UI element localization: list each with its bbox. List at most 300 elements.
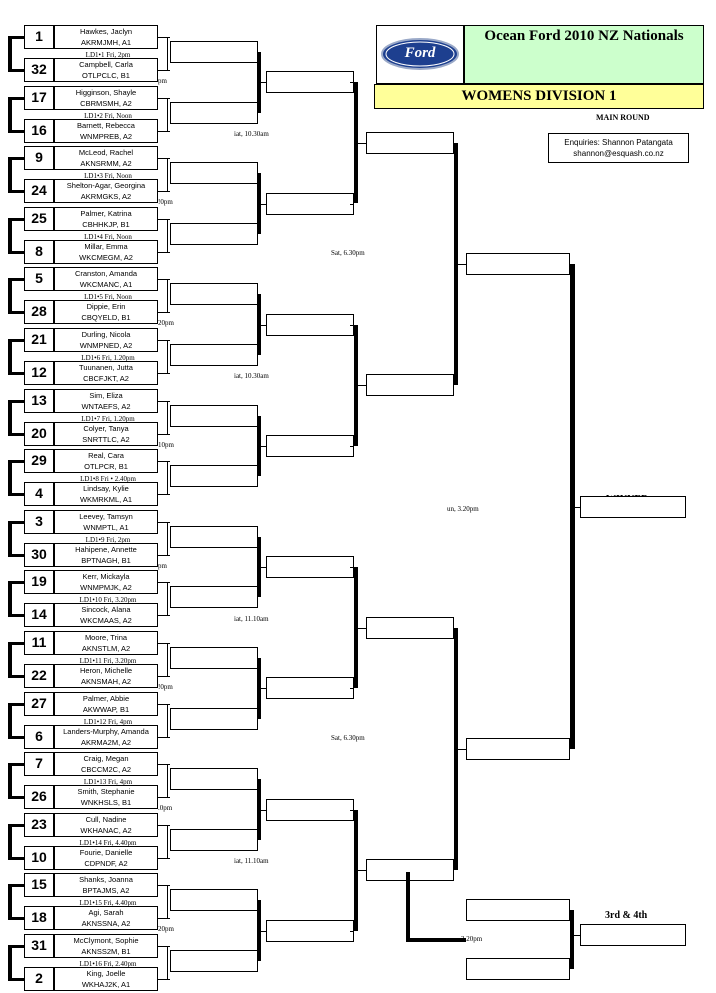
bracket-connector	[8, 433, 24, 436]
bracket-connector	[8, 278, 12, 313]
round-time-label: 10pm	[158, 440, 174, 449]
player-name: Heron, Michelle	[79, 666, 133, 675]
seed-number: 31	[24, 934, 54, 958]
player-name: Durling, Nicola	[81, 330, 131, 339]
bracket-connector	[261, 567, 266, 568]
round-time-label: iat, 10.30am	[234, 372, 269, 381]
result-box[interactable]	[466, 958, 570, 980]
bracket-connector	[261, 810, 266, 811]
match-label: LD1•14 Fri, 4.40pm	[79, 838, 137, 847]
bracket-connector	[358, 385, 366, 386]
player-name: Hawkes, Jaclyn	[79, 27, 133, 36]
bracket-connector	[158, 461, 170, 462]
seed-number: 8	[24, 240, 54, 264]
bracket-connector	[8, 917, 24, 920]
result-box[interactable]	[170, 162, 258, 184]
bracket-connector	[350, 567, 354, 568]
seed-number: 15	[24, 873, 54, 897]
player-club-grade: WNMPMJK, A2	[80, 583, 132, 593]
bracket-connector	[8, 703, 24, 706]
player-entry[interactable]	[54, 934, 158, 958]
bracket-connector	[8, 339, 24, 342]
bracket-connector	[158, 522, 170, 523]
result-box[interactable]	[170, 647, 258, 669]
player-entry[interactable]	[54, 389, 158, 413]
bracket-connector	[8, 251, 24, 254]
seed-number: 2	[24, 967, 54, 991]
bracket-connector	[8, 824, 12, 859]
bracket-connector	[158, 643, 170, 644]
player-name: Higginson, Shayle	[75, 87, 137, 97]
bracket-connector	[261, 204, 266, 205]
bracket-connector	[158, 252, 170, 253]
player-entry[interactable]	[54, 422, 158, 446]
bracket-connector	[350, 82, 354, 83]
bracket-connector	[158, 885, 170, 886]
bracket-connector	[8, 36, 12, 71]
player-name: Sincock, Alana	[81, 605, 131, 615]
player-club-grade: CBQYELD, B1	[81, 313, 131, 323]
bracket-connector	[8, 521, 12, 556]
bracket-connector	[8, 614, 24, 617]
bracket-connector	[350, 931, 354, 932]
bracket-connector	[8, 69, 24, 72]
player-name: Leevey, Tamsyn	[79, 511, 133, 521]
player-entry[interactable]	[54, 146, 158, 170]
player-name: Agi, Sarah	[88, 908, 124, 918]
player-entry[interactable]	[54, 967, 158, 991]
player-entry[interactable]	[54, 813, 158, 837]
player-entry[interactable]	[54, 86, 158, 110]
player-entry[interactable]	[54, 449, 158, 473]
division-title: WOMENS DIVISION 1	[461, 88, 617, 104]
player-entry[interactable]	[54, 846, 158, 870]
player-entry[interactable]	[54, 692, 158, 716]
player-club-grade: WNKHSLS, B1	[80, 798, 132, 808]
seed-number: 30	[24, 543, 54, 567]
third-place-box[interactable]	[580, 924, 686, 946]
bracket-connector	[158, 615, 170, 616]
event-title: Ocean Ford 2010 NZ Nationals	[484, 28, 684, 44]
player-name: Landers-Murphy, Amanda	[63, 726, 149, 736]
player-entry[interactable]	[54, 785, 158, 809]
seed-number: 17	[24, 86, 54, 110]
bracket-connector	[158, 737, 170, 738]
result-box[interactable]	[170, 889, 258, 911]
winner-box[interactable]	[580, 496, 686, 518]
bracket-connector	[158, 373, 170, 374]
player-name: McClymont, Sophie	[73, 936, 139, 945]
player-club-grade: OTLPCR, B1	[84, 462, 128, 472]
bracket-connector	[8, 190, 24, 193]
player-entry[interactable]	[54, 906, 158, 930]
player-club-grade: AKRMGKS, A2	[80, 192, 132, 202]
player-name: Fourie, Danielle	[79, 847, 133, 857]
player-club-grade: WKCMAAS, A2	[80, 616, 132, 626]
player-name: Cull, Nadine	[85, 814, 127, 824]
sponsor-logo-box	[376, 25, 464, 84]
player-entry[interactable]	[54, 240, 158, 264]
bracket-connector	[8, 736, 24, 739]
player-club-grade: BPTNAGH, B1	[81, 555, 131, 565]
bracket-connector	[8, 884, 12, 919]
player-name: Palmer, Katrina	[80, 208, 132, 218]
player-entry[interactable]	[54, 570, 158, 594]
player-name: McLeod, Rachel	[78, 148, 134, 158]
player-entry[interactable]	[54, 482, 158, 506]
match-label: LD1•13 Fri, 4pm	[83, 778, 133, 787]
bracket-connector	[8, 642, 12, 677]
seed-number: 10	[24, 846, 54, 870]
bracket-connector	[261, 688, 266, 689]
seed-number: 11	[24, 631, 54, 655]
player-entry[interactable]	[54, 752, 158, 776]
player-name: Sim, Eliza	[89, 390, 123, 400]
bracket-connector	[8, 97, 24, 100]
bracket-connector	[406, 938, 466, 942]
seed-number: 26	[24, 785, 54, 809]
player-entry[interactable]	[54, 267, 158, 291]
result-box[interactable]	[466, 738, 570, 760]
player-entry[interactable]	[54, 725, 158, 749]
round-time-label: iat, 10.30am	[234, 130, 269, 138]
player-entry[interactable]	[54, 119, 158, 143]
bracket-connector	[350, 446, 354, 447]
player-name: Craig, Megan	[83, 754, 129, 764]
bracket-connector	[261, 82, 266, 83]
bracket-connector	[8, 157, 12, 192]
third-time-label: 3.20pm	[461, 935, 483, 943]
enquiries-email[interactable]: shannon@esquash.co.nz	[573, 149, 664, 158]
player-name: Dippie, Erin	[86, 302, 126, 312]
bracket-connector	[8, 521, 24, 524]
bracket-connector	[167, 946, 168, 979]
bracket-connector	[8, 945, 12, 980]
player-entry[interactable]	[54, 58, 158, 82]
player-entry[interactable]	[54, 328, 158, 352]
bracket-connector	[8, 460, 24, 463]
bracket-connector	[158, 676, 170, 677]
bracket-connector	[167, 704, 168, 737]
result-box[interactable]	[266, 435, 354, 457]
bracket-connector	[167, 37, 168, 70]
player-name: Campbell, Carla	[79, 60, 133, 69]
bracket-connector	[358, 870, 366, 871]
bracket-connector	[158, 825, 170, 826]
bracket-connector	[167, 582, 168, 615]
player-club-grade: AKRMA2M, A2	[80, 737, 132, 747]
seed-number: 20	[24, 422, 54, 446]
round-time-label: .0pm	[158, 804, 173, 813]
bracket-connector	[458, 264, 466, 265]
bracket-connector	[8, 400, 12, 435]
bracket-connector	[8, 978, 24, 981]
player-club-grade: AKNSSNA, A2	[81, 919, 131, 929]
bracket-connector	[8, 493, 24, 496]
bracket-connector	[158, 98, 170, 99]
bracket-connector	[8, 400, 24, 403]
player-club-grade: AKNSS2M, B1	[81, 947, 131, 956]
seed-number: 7	[24, 752, 54, 776]
enquiries-box	[548, 133, 689, 163]
result-box[interactable]	[170, 102, 258, 124]
bracket-connector	[8, 642, 24, 645]
player-club-grade: CBHHKJP, B1	[82, 219, 130, 229]
seed-number: 25	[24, 207, 54, 231]
bracket-connector	[158, 494, 170, 495]
player-club-grade: CDPNDF, A2	[84, 858, 128, 868]
result-box[interactable]	[366, 859, 454, 881]
result-box[interactable]	[366, 374, 454, 396]
bracket-connector	[167, 461, 168, 494]
player-entry[interactable]	[54, 207, 158, 231]
match-label: LD1•12 Fri, 4pm	[83, 717, 133, 726]
result-box[interactable]	[266, 677, 354, 699]
bracket-connector	[570, 910, 574, 969]
bracket-connector	[8, 460, 12, 495]
result-box[interactable]	[266, 556, 354, 578]
player-name: Cranston, Amanda	[74, 269, 138, 279]
bracket-connector	[8, 581, 12, 616]
player-name: Millar, Emma	[84, 241, 128, 251]
bracket-connector	[158, 797, 170, 798]
result-box[interactable]	[170, 829, 258, 851]
result-box[interactable]	[466, 899, 570, 921]
round-time-label: 20pm	[158, 925, 174, 934]
bracket-connector	[167, 825, 168, 858]
seed-number: 22	[24, 664, 54, 688]
result-box[interactable]	[170, 526, 258, 548]
seed-number: 32	[24, 58, 54, 82]
seed-number: 6	[24, 725, 54, 749]
bracket-connector	[8, 581, 24, 584]
round-time-label: !0pm	[158, 198, 173, 207]
result-box[interactable]	[266, 920, 354, 942]
bracket-connector	[158, 219, 170, 220]
bracket-connector	[158, 979, 170, 980]
result-box[interactable]	[170, 465, 258, 487]
player-entry[interactable]	[54, 873, 158, 897]
player-entry[interactable]	[54, 543, 158, 567]
bracket-connector	[350, 204, 354, 205]
bracket-connector	[167, 764, 168, 797]
match-label: LD1•1 Fri, 2pm	[85, 51, 131, 59]
player-club-grade: AKWWAP, B1	[82, 704, 130, 714]
player-name: King, Joelle	[86, 969, 126, 978]
player-name: Real, Cara	[88, 451, 124, 461]
result-box[interactable]	[170, 708, 258, 730]
match-label: LD1•11 Fri, 3.20pm	[79, 657, 137, 665]
player-name: Moore, Trina	[84, 633, 128, 642]
bracket-connector	[8, 372, 24, 375]
round-time-label: pm	[158, 77, 167, 85]
bracket-connector	[8, 339, 12, 374]
player-club-grade: CBCCM2C, A2	[80, 765, 131, 775]
player-club-grade: WKMRKML, A1	[79, 495, 133, 505]
result-box[interactable]	[266, 193, 354, 215]
seed-number: 4	[24, 482, 54, 506]
bracket-connector	[350, 688, 354, 689]
seed-number: 14	[24, 603, 54, 627]
result-box[interactable]	[266, 71, 354, 93]
seed-number: 3	[24, 510, 54, 534]
player-club-grade: AKRMJMH, A1	[80, 38, 131, 47]
player-name: Kerr, Mickayla	[82, 572, 130, 582]
third-place-label: 3rd & 4th	[605, 910, 648, 921]
bracket-connector	[350, 810, 354, 811]
result-box[interactable]	[170, 950, 258, 972]
bracket-connector	[167, 158, 168, 191]
result-box[interactable]	[170, 344, 258, 366]
bracket-connector	[167, 643, 168, 676]
result-box[interactable]	[170, 223, 258, 245]
bracket-connector	[158, 434, 170, 435]
seed-number: 21	[24, 328, 54, 352]
bracket-connector	[261, 325, 266, 326]
player-name: Lindsay, Kylie	[83, 484, 129, 494]
player-club-grade: AKNSRMM, A2	[80, 159, 132, 169]
player-club-grade: WKHANAC, A2	[80, 825, 132, 835]
round-time-label: !0pm	[158, 683, 173, 691]
player-club-grade: CBRMSMH, A2	[80, 98, 132, 108]
seed-number: 13	[24, 389, 54, 413]
bracket-connector	[158, 704, 170, 705]
player-name: Shanks, Joanna	[79, 875, 133, 885]
match-label: LD1•2 Fri, Noon	[84, 111, 132, 120]
round-label: MAIN ROUND	[596, 113, 650, 122]
bracket-connector	[8, 36, 24, 39]
bracket-connector	[167, 340, 168, 373]
seed-number: 12	[24, 361, 54, 385]
round-time-label: Sat, 6.30pm	[331, 249, 365, 257]
player-entry[interactable]	[54, 631, 158, 655]
player-entry[interactable]	[54, 179, 158, 203]
bracket-connector	[167, 279, 168, 312]
seed-number: 1	[24, 25, 54, 49]
bracket-connector	[575, 507, 580, 508]
player-club-grade: AKNSMAH, A2	[80, 677, 132, 686]
bracket-connector	[8, 130, 24, 133]
player-club-grade: WNTAEFS, A2	[81, 401, 131, 411]
bracket-connector	[158, 764, 170, 765]
match-label: LD1•10 Fri, 3.20pm	[79, 596, 137, 605]
bracket-connector	[8, 824, 24, 827]
logo-text: Ford	[404, 45, 436, 61]
player-name: Colyer, Tanya	[83, 423, 129, 433]
player-entry[interactable]	[54, 361, 158, 385]
enquiries-contact: Enquiries: Shannon Patangata	[564, 138, 673, 147]
player-name: Tuunanen, Jutta	[79, 363, 133, 372]
final-time-label: un, 3.20pm	[447, 504, 479, 513]
result-box[interactable]	[366, 132, 454, 154]
bracket-connector	[8, 796, 24, 799]
player-club-grade: CBCFJKT, A2	[83, 374, 129, 383]
seed-number: 29	[24, 449, 54, 473]
player-entry[interactable]	[54, 300, 158, 324]
player-club-grade: WNMPTL, A1	[83, 522, 129, 532]
player-club-grade: AKNSTLM, A2	[81, 644, 131, 653]
result-box[interactable]	[170, 586, 258, 608]
player-club-grade: WNMPNED, A2	[79, 341, 133, 350]
bracket-connector	[406, 872, 410, 942]
player-name: Shelton-Agar, Georgina	[66, 181, 146, 191]
seed-number: 9	[24, 146, 54, 170]
seed-number: 27	[24, 692, 54, 716]
result-box[interactable]	[266, 314, 354, 336]
seed-number: 16	[24, 119, 54, 143]
bracket-connector	[158, 340, 170, 341]
bracket-connector	[158, 401, 170, 402]
bracket-connector	[261, 446, 266, 447]
bracket-connector	[8, 311, 24, 314]
match-label: LD1•15 Fri, 4.40pm	[79, 899, 137, 908]
bracket-connector	[358, 628, 366, 629]
bracket-connector	[8, 763, 12, 798]
player-club-grade: WKCMEGM, A2	[79, 252, 133, 262]
player-entry[interactable]	[54, 603, 158, 627]
result-box[interactable]	[170, 768, 258, 790]
bracket-connector	[8, 703, 12, 738]
match-label: LD1•16 Fri, 2.40pm	[79, 960, 137, 968]
bracket-connector	[167, 219, 168, 252]
player-club-grade: SNRTTLC, A2	[82, 434, 130, 444]
result-box[interactable]	[170, 41, 258, 63]
match-label: LD1•3 Fri, Noon	[84, 172, 132, 181]
result-box[interactable]	[266, 799, 354, 821]
round-time-label: pm	[158, 561, 167, 570]
match-label: LD1•7 Fri, 1.20pm	[81, 414, 135, 423]
bracket-connector	[8, 763, 24, 766]
round-time-label: iat, 11.10am	[234, 614, 269, 623]
player-entry[interactable]	[54, 664, 158, 688]
match-label: LD1•4 Fri, Noon	[84, 232, 132, 241]
result-box[interactable]	[466, 253, 570, 275]
seed-number: 5	[24, 267, 54, 291]
match-label: LD1•6 Fri, 1.20pm	[81, 354, 135, 362]
seed-number: 18	[24, 906, 54, 930]
bracket-connector	[158, 191, 170, 192]
player-entry[interactable]	[54, 25, 158, 49]
bracket-connector	[8, 97, 12, 132]
round-time-label: 20pm	[158, 319, 174, 328]
seed-number: 23	[24, 813, 54, 837]
result-box[interactable]	[366, 617, 454, 639]
bracket-connector	[158, 279, 170, 280]
match-label: LD1•9 Fri, 2pm	[85, 535, 131, 544]
seed-number: 24	[24, 179, 54, 203]
result-box[interactable]	[170, 405, 258, 427]
player-club-grade: OTLPCLC, B1	[82, 71, 130, 80]
bracket-connector	[8, 945, 24, 948]
bracket-connector	[8, 675, 24, 678]
bracket-connector	[167, 98, 168, 131]
result-box[interactable]	[170, 283, 258, 305]
bracket-connector	[8, 884, 24, 887]
bracket-connector	[8, 857, 24, 860]
match-label: LD1•5 Fri, Noon	[84, 293, 132, 302]
player-club-grade: BPTAJMS, A2	[82, 886, 130, 896]
bracket-connector	[358, 143, 366, 144]
bracket-connector	[167, 401, 168, 434]
bracket-connector	[158, 312, 170, 313]
player-entry[interactable]	[54, 510, 158, 534]
seed-number: 28	[24, 300, 54, 324]
bracket-connector	[158, 131, 170, 132]
event-title-box	[464, 25, 704, 84]
bracket-connector	[158, 37, 170, 38]
bracket-connector	[167, 522, 168, 555]
bracket-connector	[158, 858, 170, 859]
